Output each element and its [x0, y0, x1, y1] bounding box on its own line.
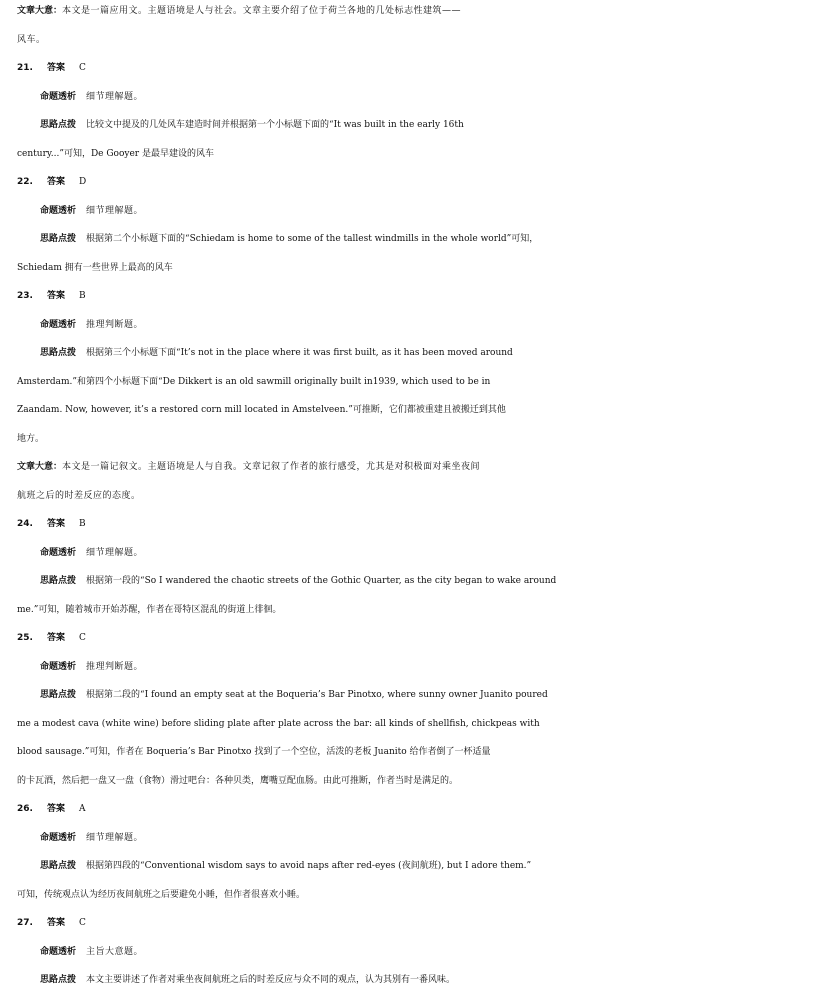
- hint-line: [40, 572, 825, 590]
- analysis-value: 主旨大意题。: [86, 947, 144, 957]
- analysis-line: [40, 544, 825, 562]
- hint-line: [17, 772, 825, 790]
- answer-line: [17, 629, 825, 647]
- answer-value: A: [78, 804, 86, 814]
- question-number: 26.: [17, 804, 33, 814]
- hint-label: 思路点拨: [40, 861, 77, 871]
- answer-line: [17, 287, 825, 305]
- answer-line: [17, 800, 825, 818]
- hint-text: 可知，传统观点认为经历夜间航班之后要避免小睡，但作者很喜欢小睡。: [17, 890, 306, 900]
- hint-text: me a modest cava (white wine) before sliding plate after plate across the bar: all kinds of shellfish, chickpeas with: [17, 719, 540, 729]
- analysis-label: 命题透析: [40, 92, 77, 102]
- question-number: 24.: [17, 519, 33, 529]
- hint-line: [17, 886, 825, 904]
- analysis-line: [40, 829, 825, 847]
- answer-value: D: [78, 177, 87, 187]
- hint-line: [17, 743, 825, 761]
- analysis-label: 命题透析: [40, 833, 77, 843]
- analysis-label: 命题透析: [40, 662, 77, 672]
- hint-line: [40, 116, 825, 134]
- summary-label: 文章大意：: [17, 6, 63, 16]
- summary-text: 风车。: [17, 35, 46, 45]
- answer-label: 答案: [46, 63, 65, 73]
- analysis-line: [40, 943, 825, 961]
- hint-line: [40, 971, 825, 989]
- summary-line: [17, 31, 825, 49]
- answer-label: 答案: [46, 804, 65, 814]
- hint-text: century...”可知，De Gooyer 是最早建设的风车: [17, 149, 214, 159]
- answer-value: C: [78, 63, 86, 73]
- answer-line: [17, 515, 825, 533]
- summary-line: [17, 487, 825, 505]
- hint-text: 根据第二个小标题下面的“Schiedam is home to some of the tallest windmills in the whole world”可知，: [86, 234, 539, 244]
- answer-label: 答案: [46, 633, 65, 643]
- summary-text: 航班之后的时差反应的态度。: [17, 491, 141, 501]
- analysis-line: [40, 316, 825, 334]
- hint-line: [17, 259, 825, 277]
- question-number: 22.: [17, 177, 33, 187]
- analysis-label: 命题透析: [40, 947, 77, 957]
- hint-label: 思路点拨: [40, 234, 77, 244]
- hint-text: 的卡瓦酒，然后把一盘又一盘（食物）滑过吧台：各种贝类，鹰嘴豆配血肠。由此可推断，作者当时是满足的。: [17, 776, 459, 786]
- analysis-value: 细节理解题。: [86, 833, 144, 843]
- hint-text: 根据第四段的“Conventional wisdom says to avoid naps after red-eyes (夜间航班), but I adore them.”: [86, 861, 532, 871]
- analysis-line: [40, 88, 825, 106]
- hint-label: 思路点拨: [40, 348, 77, 358]
- hint-text: 地方。: [17, 434, 45, 444]
- hint-line: [17, 373, 825, 391]
- analysis-value: 细节理解题。: [86, 92, 144, 102]
- question-number: 21.: [17, 63, 33, 73]
- analysis-value: 细节理解题。: [86, 548, 144, 558]
- hint-text: Zaandam. Now, however, it’s a restored corn mill located in Amstelveen.”可推断，它们都被重建且被搬迁到其他: [17, 405, 506, 415]
- hint-line: [17, 715, 825, 733]
- summary-line: [17, 2, 825, 20]
- answer-value: B: [78, 291, 86, 301]
- hint-line: [40, 686, 825, 704]
- answer-label: 答案: [46, 519, 65, 529]
- hint-line: [40, 857, 825, 875]
- analysis-label: 命题透析: [40, 206, 77, 216]
- analysis-label: 命题透析: [40, 548, 77, 558]
- answer-label: 答案: [46, 177, 65, 187]
- analysis-line: [40, 202, 825, 220]
- summary-text: 本文是一篇应用文。主题语境是人与社会。文章主要介绍了位于荷兰各地的几处标志性建筑——: [62, 6, 462, 16]
- summary-label: 文章大意：: [17, 462, 63, 472]
- hint-text: blood sausage.”可知，作者在 Boqueria’s Bar Pinotxo 找到了一个空位，活泼的老板 Juanito 给作者倒了一杯适量: [17, 747, 491, 757]
- hint-label: 思路点拨: [40, 690, 77, 700]
- answer-value: C: [78, 918, 86, 928]
- hint-label: 思路点拨: [40, 975, 77, 985]
- hint-label: 思路点拨: [40, 576, 77, 586]
- summary-text: 本文是一篇记叙文。主题语境是人与自我。文章记叙了作者的旅行感受，尤其是对积极面对乘坐夜间: [62, 462, 481, 472]
- hint-text: 比较文中提及的几处风车建造时间并根据第一个小标题下面的“It was built in the early 16th: [86, 120, 464, 130]
- question-number: 23.: [17, 291, 33, 301]
- hint-line: [40, 344, 825, 362]
- analysis-value: 细节理解题。: [86, 206, 144, 216]
- hint-text: 根据第三个小标题下面“It’s not in the place where it was first built, as it has been moved around: [86, 348, 513, 358]
- hint-text: me.”可知，随着城市开始苏醒，作者在哥特区混乱的街道上徘徊。: [17, 605, 282, 615]
- hint-text: 根据第一段的“So I wandered the chaotic streets of the Gothic Quarter, as the city began to wake around: [86, 576, 557, 586]
- answer-line: [17, 173, 825, 191]
- hint-label: 思路点拨: [40, 120, 77, 130]
- answer-label: 答案: [46, 918, 65, 928]
- answer-label: 答案: [46, 291, 65, 301]
- analysis-label: 命题透析: [40, 320, 77, 330]
- analysis-line: [40, 658, 825, 676]
- question-number: 25.: [17, 633, 33, 643]
- hint-text: 根据第二段的“I found an empty seat at the Boqueria’s Bar Pinotxo, where sunny owner Juanito poured: [86, 690, 548, 700]
- summary-line: [17, 458, 825, 476]
- answer-value: B: [78, 519, 86, 529]
- hint-line: [17, 430, 825, 448]
- analysis-value: 推理判断题。: [86, 320, 144, 330]
- hint-line: [17, 601, 825, 619]
- hint-text: Amsterdam.”和第四个小标题下面“De Dikkert is an old sawmill originally built in1939, which used to be in: [17, 377, 491, 387]
- analysis-value: 推理判断题。: [86, 662, 144, 672]
- question-number: 27.: [17, 918, 33, 928]
- answer-line: [17, 59, 825, 77]
- hint-line: [17, 401, 825, 419]
- hint-text: Schiedam 拥有一些世界上最高的风车: [17, 263, 173, 273]
- hint-text: 本文主要讲述了作者对乘坐夜间航班之后的时差反应与众不同的观点，认为其别有一番风味。: [86, 975, 456, 985]
- hint-line: [40, 230, 825, 248]
- hint-line: [17, 145, 825, 163]
- answer-line: [17, 914, 825, 932]
- answer-value: C: [78, 633, 86, 643]
